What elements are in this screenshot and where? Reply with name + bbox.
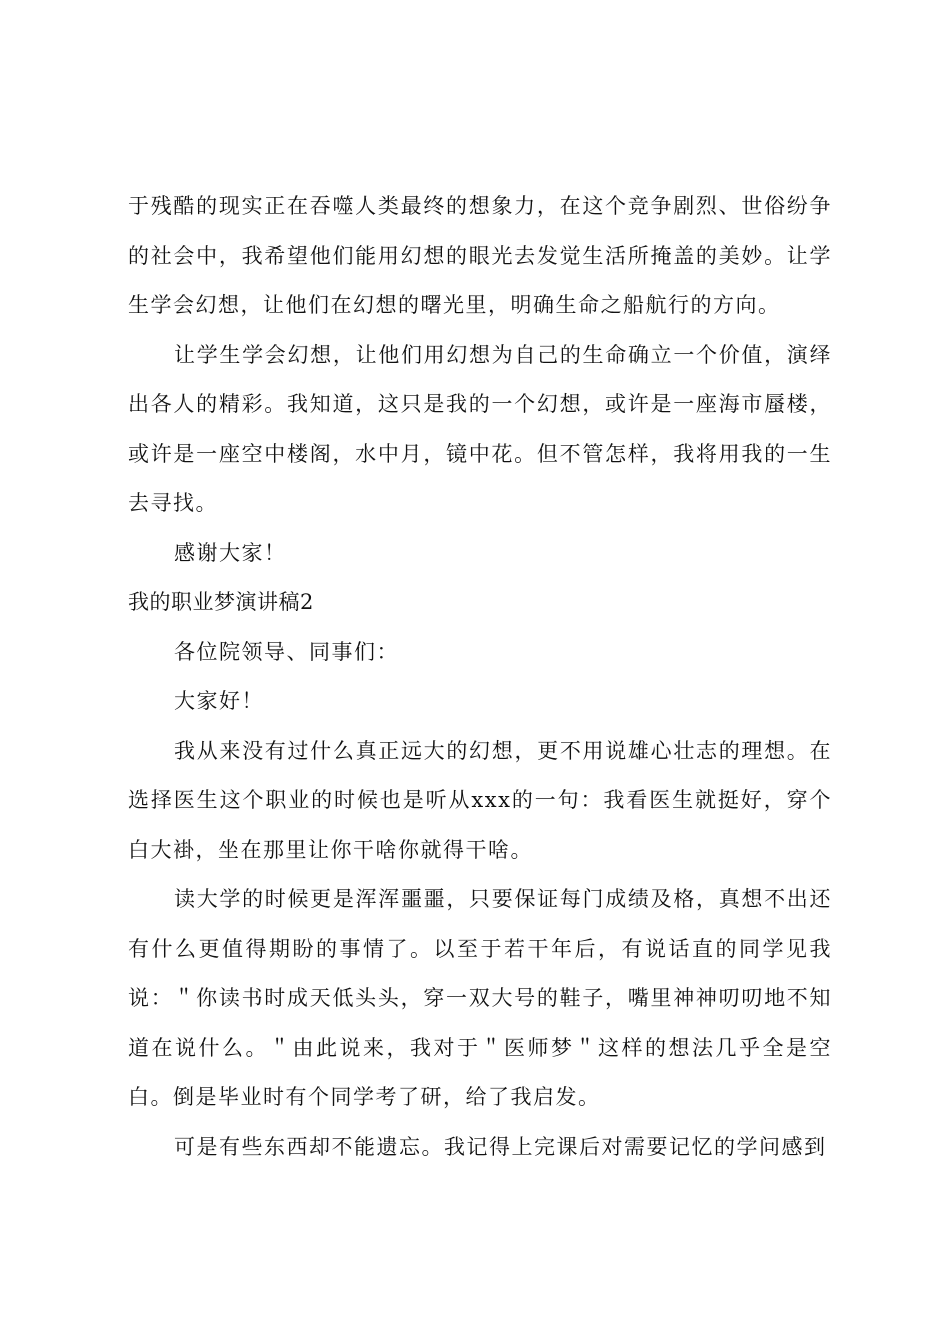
paragraph-1: 于残酷的现实正在吞噬人类最终的想象力，在这个竞争剧烈、世俗纷争的社会中，我希望他们能用幻想的眼光去发觉生活所掩盖的美妙。让学生学会幻想，让他们在幻想的曙光里，明确生命之船航行的方向。 xyxy=(128,194,832,317)
section-heading: 我的职业梦演讲稿2 xyxy=(128,590,314,614)
paragraph-greeting: 大家好！ xyxy=(174,689,264,713)
document-body xyxy=(128,182,832,1172)
paragraph-4: 读大学的时候更是浑浑噩噩，只要保证每门成绩及格，真想不出还有什么更值得期盼的事情了。以至于若干年后，有说话直的同学见我说：＂你读书时成天低头头，穿一双大号的鞋子，嘴里神神叨叨地不知道在说什么。＂由此说来，我对于＂医师梦＂这样的想法几乎全是空白。倒是毕业时有个同学考了研，给了我启发。 xyxy=(128,887,832,1109)
paragraph-2: 让学生学会幻想，让他们用幻想为自己的生命确立一个价值，演绎出各人的精彩。我知道，这只是我的一个幻想，或许是一座海市蜃楼，或许是一座空中楼阁，水中月，镜中花。但不管怎样，我将用我的一生去寻找。 xyxy=(128,342,832,515)
paragraph-salutation: 各位院领导、同事们： xyxy=(174,639,399,664)
paragraph-5: 可是有些东西却不能遗忘。我记得上完课后对需要记忆的学问感到 xyxy=(174,1134,827,1159)
paragraph-3: 我从来没有过什么真正远大的幻想，更不用说雄心壮志的理想。在选择医生这个职业的时候也是听从xxx的一句：我看医生就挺好，穿个白大褂，坐在那里让你干啥你就得干啥。 xyxy=(128,738,832,862)
paragraph-thanks: 感谢大家！ xyxy=(174,540,287,565)
